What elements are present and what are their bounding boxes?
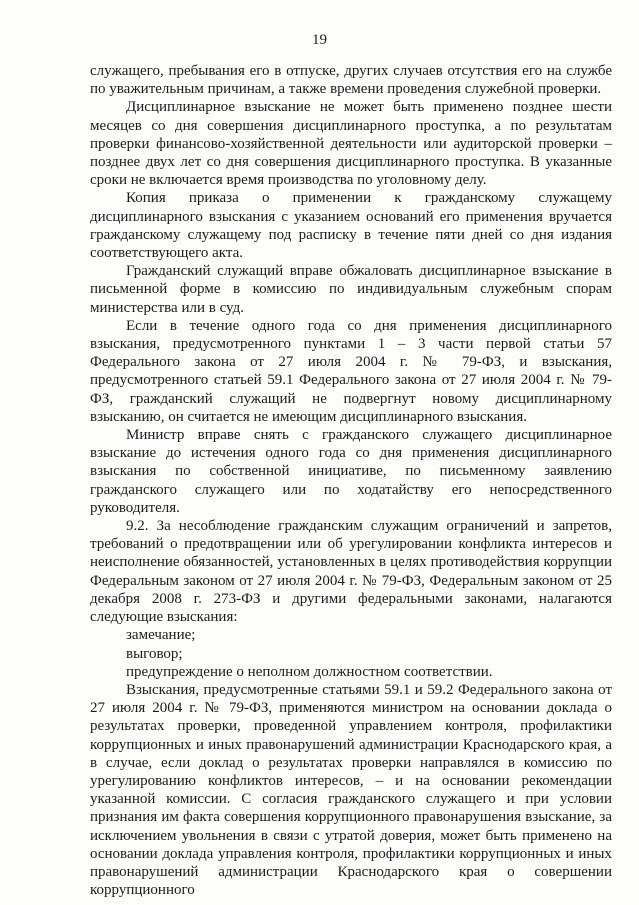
list-item: выговор; bbox=[126, 645, 183, 662]
paragraph: Если в течение одного года со дня применения дисциплинарного взыскания, предусмотренного пунктами 1 – 3 части первой статьи 57 Федерального закона от 27 июля 2004 г. № 79-ФЗ, и взыскания, предусмотренного статьей 59.1 Федерального закона от 27 июля 2004 г. № 79-ФЗ, гражданский служащий не подвергнут новому дисциплинарному взысканию, он считается не имеющим дисциплинарного взыскания. bbox=[90, 317, 612, 425]
paragraph: Гражданский служащий вправе обжаловать дисциплинарное взыскание в письменной форме в комиссию по индивидуальным служебным спорам министерства или в суд. bbox=[90, 263, 612, 316]
paragraph: Копия приказа о применении к гражданскому служащему дисциплинарного взыскания с указанием оснований его применения вручается гражданскому служащему под расписку в течение пяти дней со дня издания соответствующего акта. bbox=[90, 190, 612, 262]
paragraph: служащего, пребывания его в отпуске, других случаев отсутствия его на службе по уважительным причинам, а также времени проведения служебной проверки. bbox=[90, 63, 612, 98]
paragraph: Взыскания, предусмотренные статьями 59.1 и 59.2 Федерального закона от 27 июля 2004 г. № 79-ФЗ, применяются министром на основании доклада о результатах проверки, проведенной управлением контроля, профилактики коррупционных и иных правонарушений администрации Краснодарского края, а в случае, если доклад о результатах проверки направлялся в комиссию по урегулированию конфликтов интересов, – и на основании рекомендации указанной комиссии. С согласия гражданского служащего и при условии признания им факта совершения коррупционного правонарушения взыскание, за исключением увольнения в связи с утратой доверия, может быть применено на основании доклада управления контроля, профилактики коррупционных и иных правонарушений администрации Краснодарского края о совершении коррупционного bbox=[90, 681, 612, 899]
page-number: 19 bbox=[312, 32, 327, 48]
document-body bbox=[90, 62, 612, 899]
list-item: предупреждение о неполном должностном соответствии. bbox=[126, 663, 493, 680]
paragraph: Дисциплинарное взыскание не может быть применено позднее шести месяцев со дня совершения дисциплинарного проступка, а по результатам проверки финансово-хозяйственной деятельности или аудиторской проверки – позднее двух лет со дня совершения дисциплинарного проступка. В указанные сроки не включается время производства по уголовному делу. bbox=[90, 99, 612, 189]
paragraph: 9.2. За несоблюдение гражданским служащим ограничений и запретов, требований о предотвращении или об урегулировании конфликта интересов и неисполнение обязанностей, установленных в целях противодействия коррупции Федеральным законом от 27 июля 2004 г. № 79-ФЗ, Федеральным законом от 25 декабря 2008 г. 273-ФЗ и другими федеральными законами, налагаются следующие взыскания: bbox=[90, 518, 612, 626]
list-item: замечание; bbox=[126, 627, 196, 644]
paragraph: Министр вправе снять с гражданского служащего дисциплинарное взыскание до истечения одного года со дня применения дисциплинарного взыскания по собственной инициативе, по письменному заявлению гражданского служащего или по ходатайству его непосредственного руководителя. bbox=[90, 427, 612, 516]
